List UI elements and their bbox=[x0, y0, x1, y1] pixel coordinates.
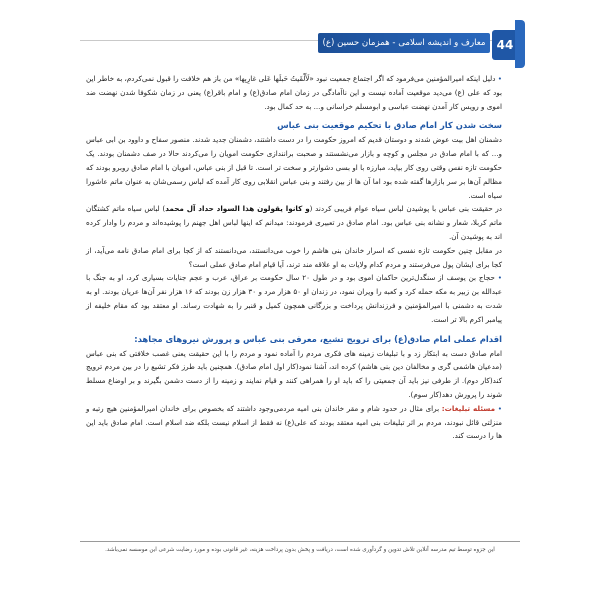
paragraph-initiative: امام صادق دست به ابتکار زد و با تبلیغات زمینه های فکری مردم را آماده نمود و مردم را با این حقیقت یعنی غصب خلافتی که بنی عباس (مدعیان هاشمی گری و مخالفان دین بنی هاشم) کرده اند، آشنا نمود(کار اول امام صادق). همچنین باید طرز فکر تشیع را در بین مردم ترویج کند(کار دوم). از طرفی نیز باید آن جمعیتی را که باید او را همراهی کنند و قیام نمایند و زمینه را از دست دشمن بگیرند و بر اوضاع مسلط شوند را پرورش دهد(کار سوم). bbox=[86, 348, 502, 399]
bullet-marker: • bbox=[497, 74, 502, 83]
paragraph-black-clothing bbox=[86, 202, 502, 243]
section-heading-action: اقدام عملی امام صادق(ع) برای ترویج تشیع، معرفی بنی عباس و پرورش نیروهای مجاهد: bbox=[134, 333, 502, 344]
propaganda-label: مسئله تبلیغات: bbox=[441, 403, 496, 413]
footer-disclaimer: این جزوه توسط تیم مدرسه آنلاین تلاش تدوین و گردآوری شده است، دریافت و پخش بدون پرداخت هزینه، غیر قانونی بوده و مورد رضایت شرعی این موسسه نمی‌باشد. bbox=[105, 547, 495, 553]
page-number-badge: 44 bbox=[492, 30, 518, 60]
bullet-marker: • bbox=[497, 403, 502, 413]
header-title-band: معارف و اندیشه اسلامی - همزمان حسین (ع) bbox=[318, 33, 490, 53]
paragraph-hajjaj bbox=[86, 271, 502, 326]
paragraph-text-after: ) لباس سیاه ماتم کشتگان ماتم کربلا، شعار و نشانه بنی عباس بود. امام صادق در تعبیری فرمودند: میدانم که اینها لباس اهل جهنم را پوشیده‌اند و مردم را وادار کرده اند به پوشیدن آن. bbox=[86, 204, 502, 241]
paragraph-question: در مقابل چنین حکومت تازه نفسی که اسرار خاندان بنی هاشم را خوب می‌دانستند، می‌دانستند که از کجا برای امام صادق نامه می‌آید، از کجا برای ایشان پول می‌فرستند و مردم کدام ولایات به او علاقه مند ترند، آیا قیام امام صادق عملی است؟ bbox=[86, 245, 502, 269]
paragraph-text: حجاج بن یوسف از سنگدل‌ترین حاکمان اموی بود و در طول ۲۰ سال حکومت بر عراق، عرب و عجم جنایات بسیاری کرد، او به جنگ با عبدالله بن زبیر به مکه حمله کرد و کعبه را ویران نمود، در زندان او ۵۰ هزار مرد و ۳۰ هزار زن بودند که ۱۶ هزار نفر آن‌ها عریان بودند. او به شدت به دشمنی با امیرالمؤمنین و فرزندانش پرداخت و بزرگانی همچون کمیل و قنبر را به شهادت رساند. او معتقد بود که مقام خلیفه از پیامبر اکرم بالا تر است. bbox=[86, 273, 503, 324]
footer-rule bbox=[80, 541, 520, 542]
page-tab-decoration bbox=[515, 20, 525, 68]
bullet-marker: • bbox=[497, 273, 502, 283]
arabic-quote: و کانوا یقولون هذا السواد حداد آل محمد bbox=[165, 204, 310, 214]
paragraph-propaganda bbox=[86, 402, 502, 443]
paragraph-text-before: در حقیقت بنی عباس با پوشیدن لباس سیاه عوام فریبی کردند ( bbox=[309, 204, 502, 214]
paragraph-enemies: دشمنان اهل بیت عوض شدند و دوستان قدیم که امروز حکومت را در دست داشتند، دشمنان جدید شدند. منصور سفاح و داوود بن ابی عباس و... که با امام صادق در مجلس و کوچه و بازار می‌نشستند و صحبت برانندازی حکومت امویان را می‌کردند حالا در صف دشمنان بودند. یک حکومت تازه نفس وقتی روی کار بیاید، مبارزه با او بسی دشوارتر و سخت تر است. تا قبل از بنی عباس، امویان با امام صادق روبرو بودند که مظالم آن‌ها بر سر بازارها گفته شده بود اما آن ها از بین رفتند و بنی عباس انقلابی روی کار آمده که لباس رسمی‌شان به عنوان ماتم عاشورا سیاه است. bbox=[86, 135, 502, 200]
paragraph-intro bbox=[86, 72, 502, 113]
section-heading-abbasid: سخت شدن کار امام صادق با تحکیم موقعیت بنی عباس bbox=[277, 120, 502, 131]
document-body bbox=[86, 72, 502, 443]
paragraph-text: دلیل اینکه امیرالمؤمنین می‌فرمود که اگر اجتماع جمعیت نبود «لَأَلْقَیتُ حَبلَها عَلی غارِبِها» من باز هم خلافت را قبول نمی‌کردم، به خاطر این بود که علی (ع) می‌دید موقعیت آماده نیست و این ناآمادگی در زمان امام صادق(ع) و امام باقر(ع) یعنی در زمان شکوفا شدن نهضت ضد اموی و رویس کار آمدن نهضت عباسی و ابومسلم خراسانی و... به حد کمال بود. bbox=[86, 74, 502, 111]
paragraph-text: برای مثال در حدود شام و مقر خاندان بنی امیه مردمی‌وجود داشتند که بخصوص برای خاندان امیرالمؤمنین هیچ رتبه و منزلتی قائل نبودند، مردم بر اثر تبلیغات بنی امیه معتقد بودند که علی(ع) نه فقط از اسلام نیست بلکه ضد اسلام است. امام صادق باید این ها را درست کند. bbox=[86, 403, 502, 441]
